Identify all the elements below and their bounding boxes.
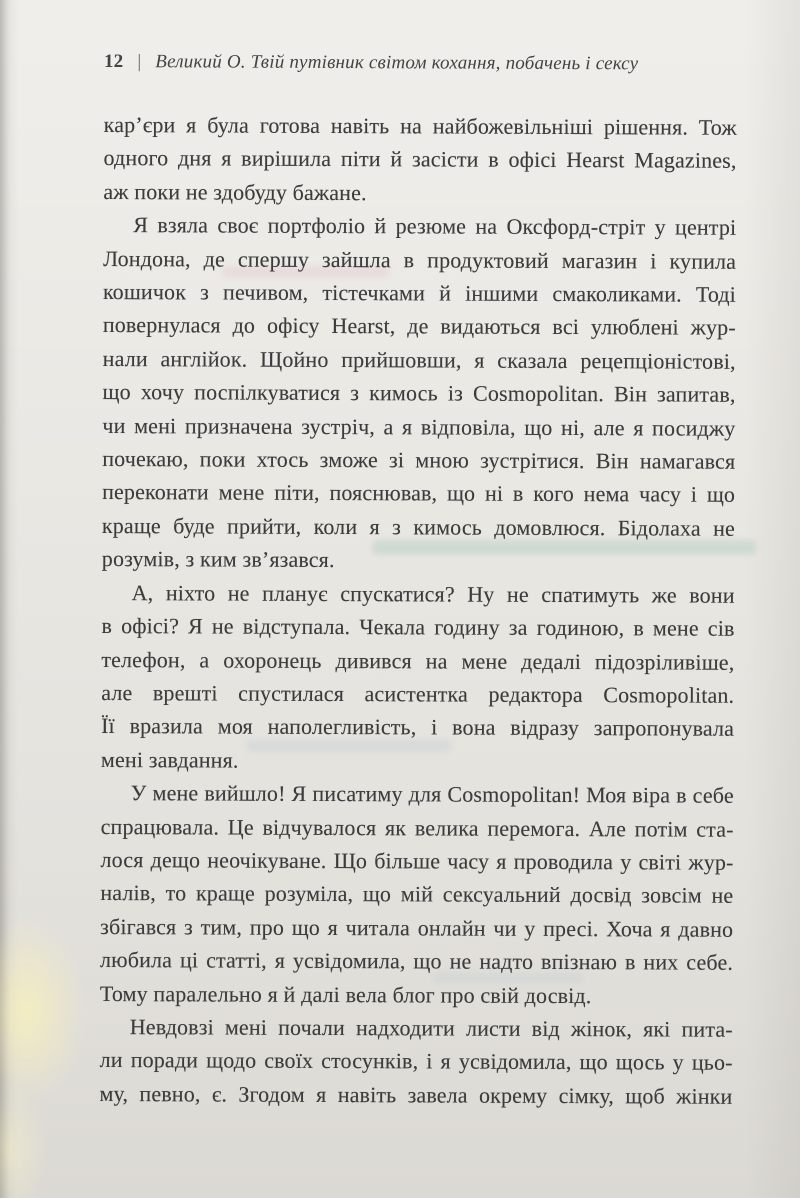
text-line: збігався з тим, про що я читала онлайн чи у пресі. Хоча я давно bbox=[100, 913, 734, 942]
text-line: спрацювала. Це відчувалося як велика перемога. Але потім ста- bbox=[100, 813, 734, 842]
text-line: почекаю, поки хтось зможе зі мною зустрітися. Він намагався bbox=[102, 446, 736, 474]
text-line: краще буде прийти, коли я з кимось домовлюся. Бідолаха не bbox=[101, 512, 736, 541]
running-header bbox=[104, 50, 737, 77]
header-separator: | bbox=[137, 51, 142, 73]
text-line: нали англійок. Щойно прийшовши, я сказала рецепціоністові, bbox=[102, 345, 736, 374]
text-line: але врешті спустилася асистентка редактора Cosmopolitan. bbox=[101, 679, 735, 708]
text-line: лося дещо неочікуване. Що більше часу я проводила у світі жур- bbox=[100, 846, 734, 875]
text-line: кошичок з печивом, тістечками й іншими смаколиками. Тоді bbox=[102, 279, 737, 307]
text-line: що хочу поспілкуватися з кимось із Cosmopolitan. Він запитав, bbox=[102, 379, 736, 408]
page-number: 12 bbox=[103, 51, 124, 73]
text-line: любила ці статті, я усвідомила, що не надто впізнаю в них себе. bbox=[100, 947, 734, 975]
text-line: ли поради щодо своїх стосунків, і я усвідомила, що щось у цьо- bbox=[99, 1047, 733, 1076]
text-line: кар’єри я була готова навіть на найбожевільніші рішення. Тож bbox=[103, 111, 737, 140]
text-line: розумів, з ким зв’язався. bbox=[101, 546, 335, 573]
body-text bbox=[99, 108, 736, 1113]
text-line: У мене вийшло! Я писатиму для Cosmopolitan! Моя віра в себе bbox=[130, 780, 734, 808]
text-line: мені завдання. bbox=[100, 746, 239, 773]
text-line: Її вразила моя наполегливість, і вона відразу запропонувала bbox=[101, 713, 735, 742]
text-line: переконати мене піти, пояснював, що ні в кого нема часу і що bbox=[102, 479, 736, 508]
text-line: аж поки не здобуду бажане. bbox=[103, 178, 367, 205]
text-line: повернулася до офісу Hearst, де видаються всі улюблені жур- bbox=[102, 312, 736, 341]
text-line: А, ніхто не планує спускатися? Ну не спатимуть же вони bbox=[131, 579, 735, 608]
text-line: Лондона, де спершу зайшла в продуктовий магазин і купила bbox=[103, 245, 737, 274]
text-line: Невдовзі мені почали надходити листи від жінок, які пита- bbox=[129, 1014, 733, 1042]
text-line: одного дня я вирішила піти й засісти в офісі Hearst Magazines, bbox=[103, 145, 737, 174]
text-line: Тому паралельно я й далі вела блог про свій досвід. bbox=[99, 980, 592, 1008]
text-line: чи мені призначена зустріч, а я відповіла, що ні, але я посиджу bbox=[102, 412, 736, 441]
text-line: в офісі? Я не відступала. Чекала годину за годиною, в мене сів bbox=[101, 613, 735, 641]
text-line: налів, то краще розуміла, що мій сексуальний досвід зовсім не bbox=[100, 880, 734, 909]
running-title: Великий О. Твій путівник світом кохання, побачень і сексу bbox=[155, 51, 639, 75]
text-line: телефон, а охоронець дивився на мене дедалі підозріливіше, bbox=[101, 646, 735, 675]
text-line: му, певно, є. Згодом я навіть завела окрему сімку, щоб жінки bbox=[99, 1080, 733, 1109]
text-line: Я взяла своє портфоліо й резюме на Оксфорд-стріт у центрі bbox=[133, 212, 737, 240]
